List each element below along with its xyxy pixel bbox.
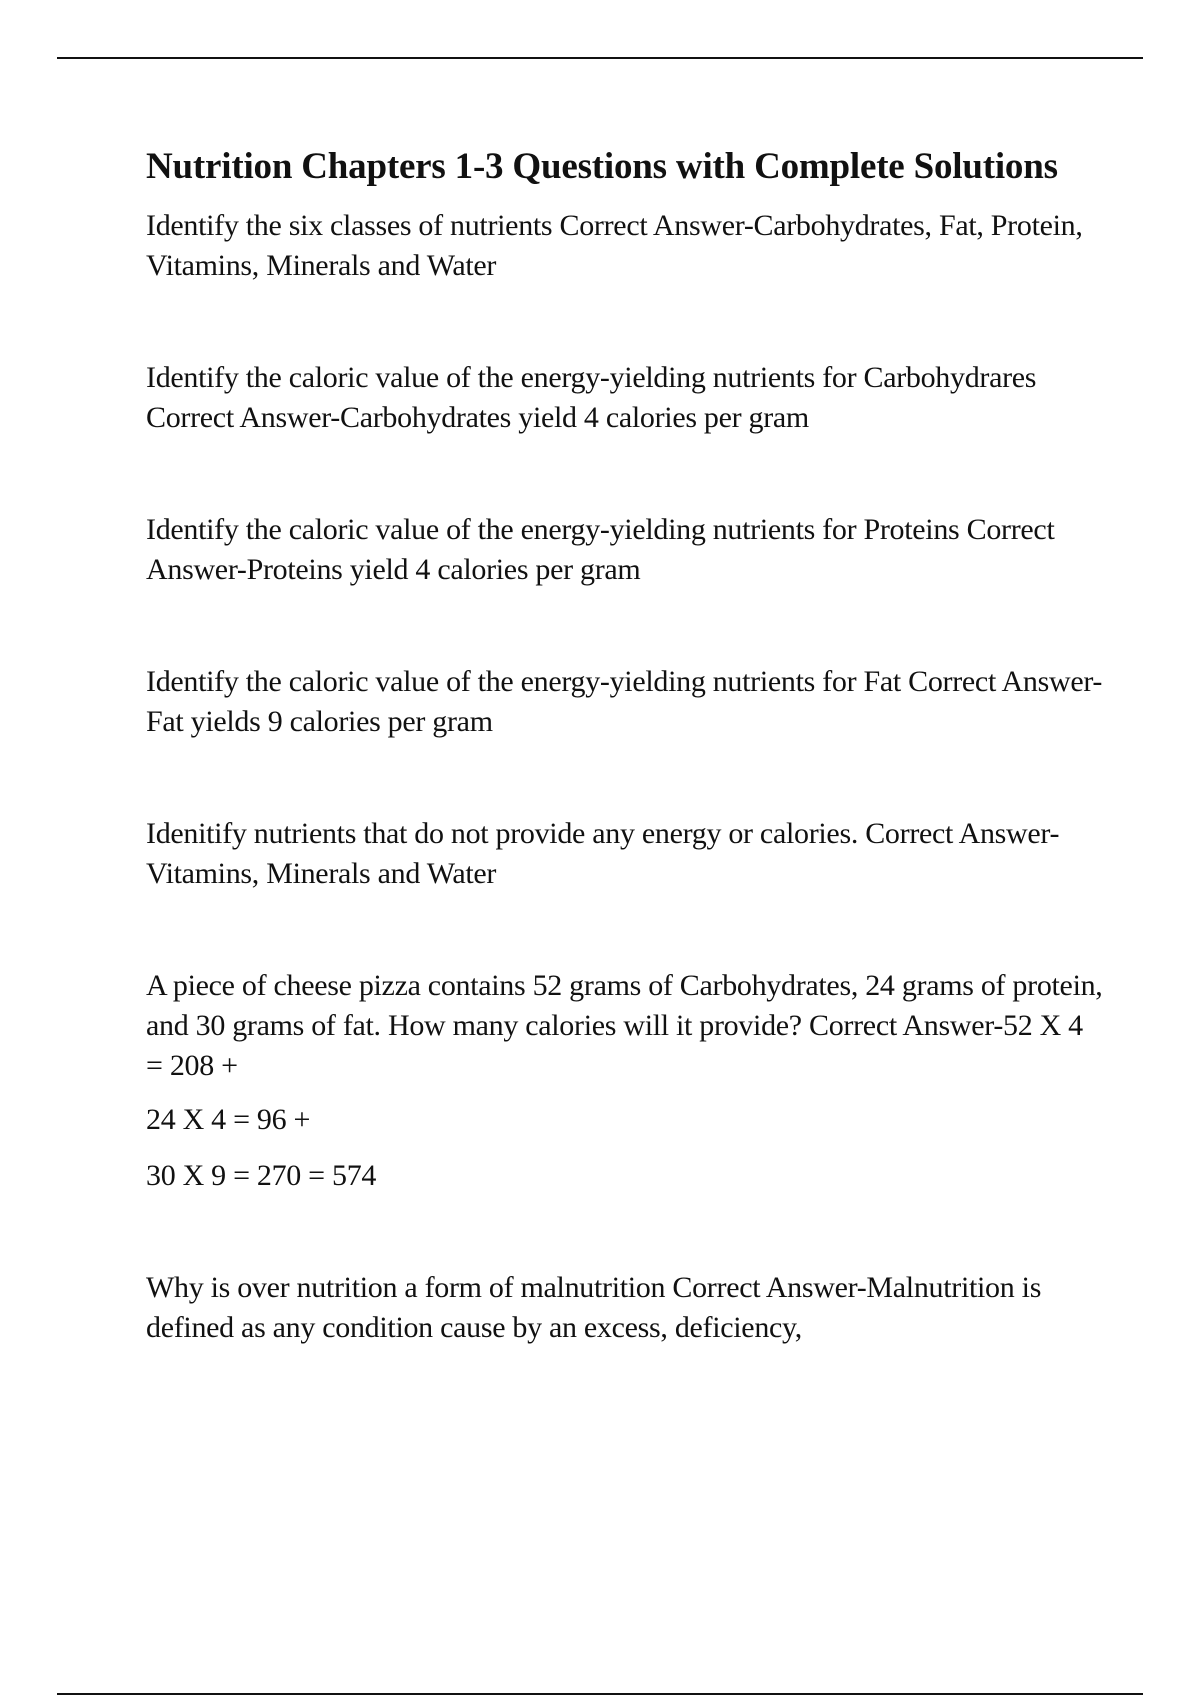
qa-item-fat-calories: Identify the caloric value of the energy-yielding nutrients for Fat Correct Answer-Fat yields 9 calories per gram (146, 665, 1103, 738)
qa-item-non-energy-nutrients: Idenitify nutrients that do not provide any energy or calories. Correct Answer-Vitamins, Minerals and Water (146, 817, 1060, 890)
qa-item-protein-calories: Identify the caloric value of the energy-yielding nutrients for Proteins Correct Answer-Proteins yield 4 calories per gram (146, 513, 1055, 586)
qa-item-over-nutrition: Why is over nutrition a form of malnutrition Correct Answer-Malnutrition is defined as any condition cause by an excess, deficiency, (146, 1271, 1042, 1344)
document-title: Nutrition Chapters 1-3 Questions with Complete Solutions (146, 146, 1058, 187)
calculation-line-protein: 24 X 4 = 96 + (146, 1103, 311, 1136)
top-rule (57, 57, 1143, 59)
document-body (146, 142, 1106, 1348)
qa-item-carbohydrate-calories: Identify the caloric value of the energy-yielding nutrients for Carbohydrares Correct Answer-Carbohydrates yield 4 calories per gram (146, 361, 1037, 434)
qa-item-six-classes: Identify the six classes of nutrients Correct Answer-Carbohydrates, Fat, Protein, Vitamins, Minerals and Water (146, 209, 1083, 282)
qa-item-pizza-calories: A piece of cheese pizza contains 52 grams of Carbohydrates, 24 grams of protein, and 30 grams of fat. How many calories will it provide? Correct Answer-52 X 4 = 208 + (146, 969, 1103, 1082)
bottom-rule (57, 1693, 1143, 1695)
calculation-line-fat-total: 30 X 9 = 270 = 574 (146, 1159, 377, 1192)
